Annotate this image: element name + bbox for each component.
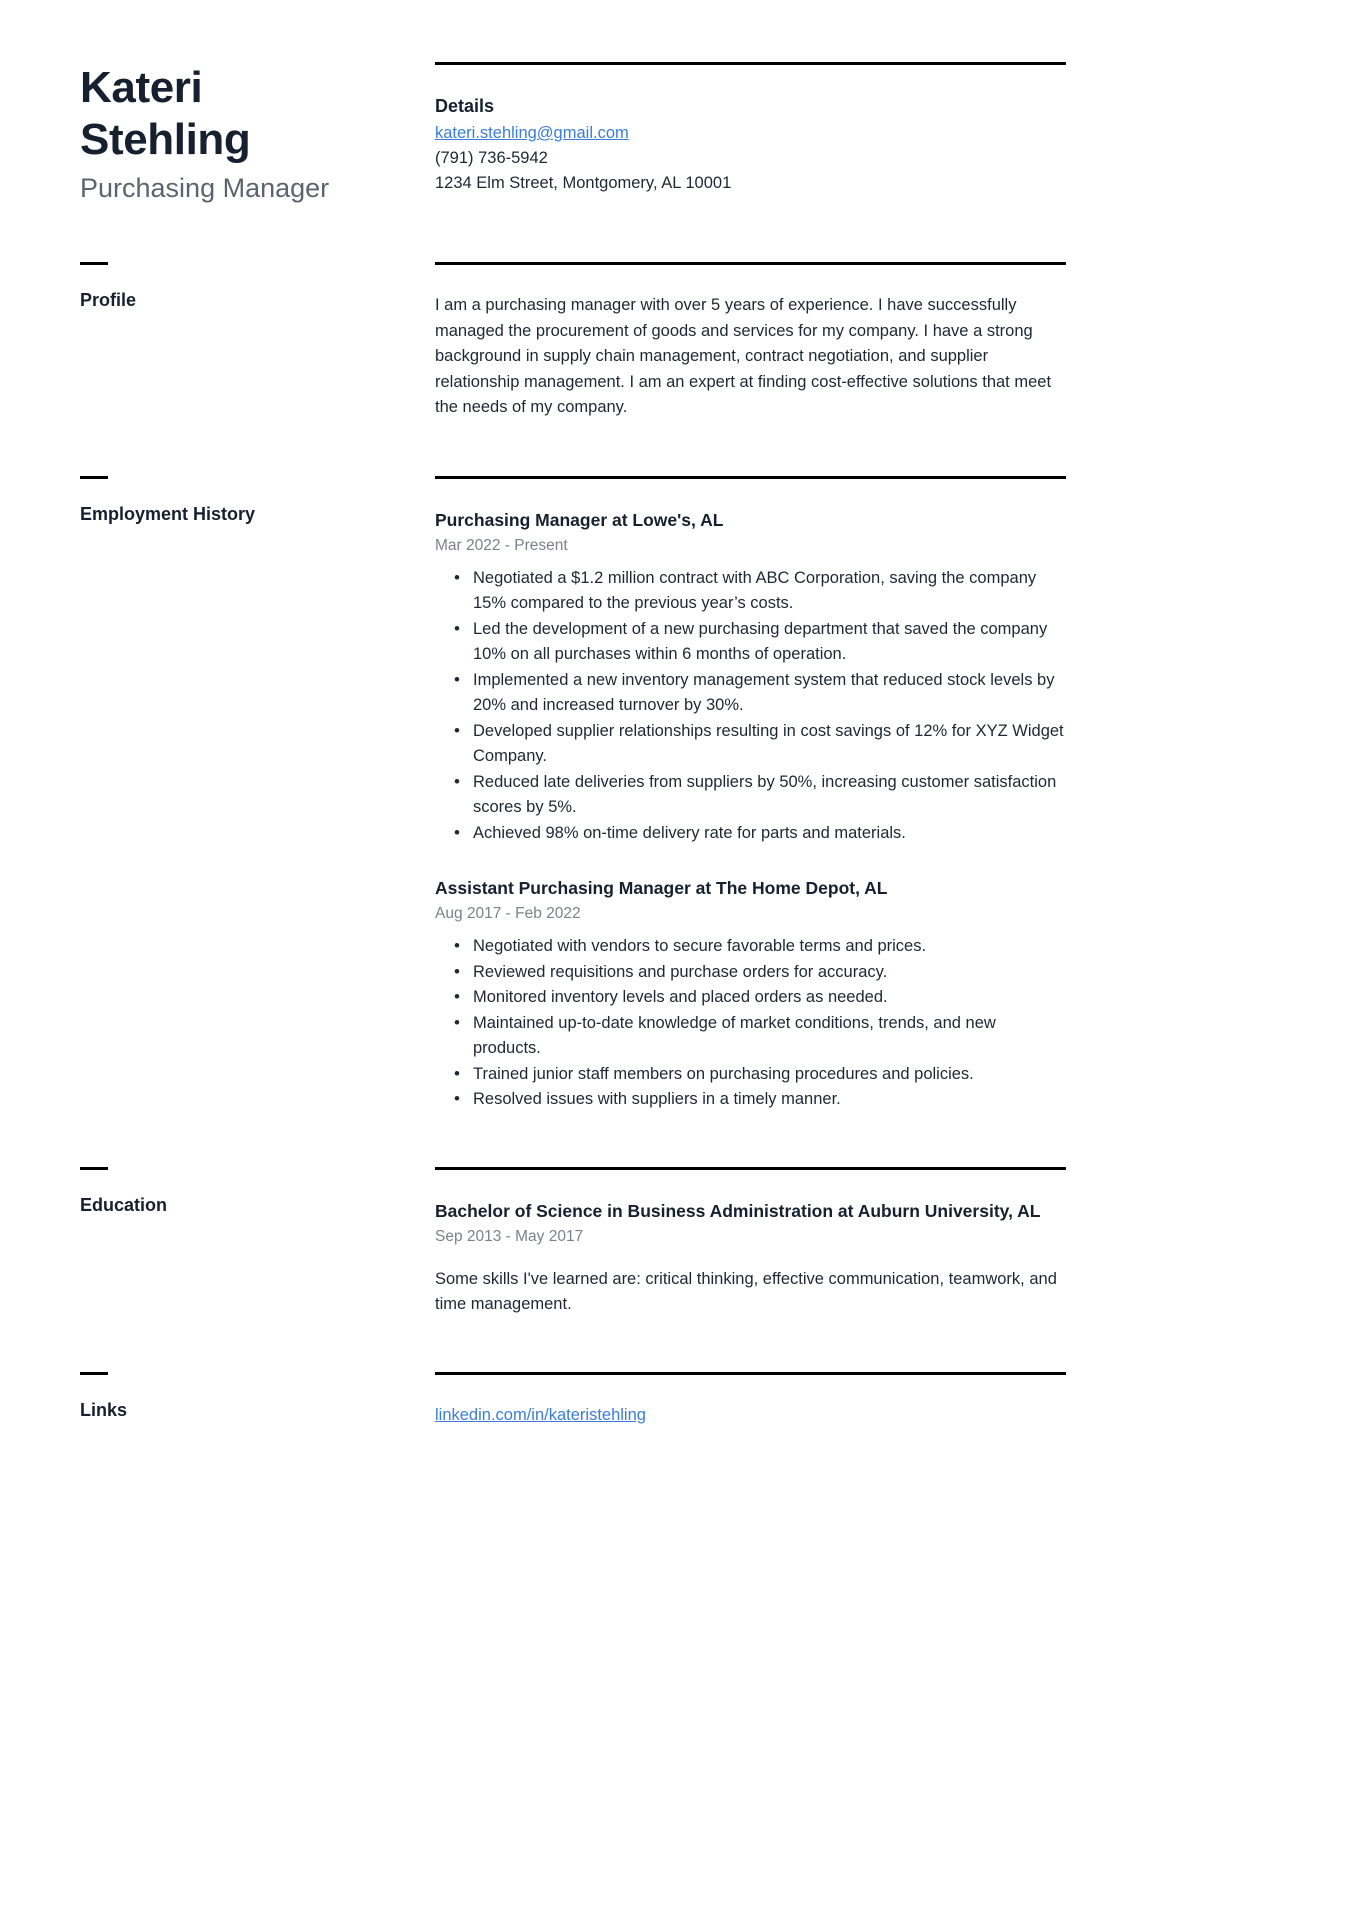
links-divider bbox=[435, 1372, 1066, 1375]
education-content bbox=[435, 1167, 1066, 1318]
list-item: • Achieved 98% on-time delivery rate for parts and materials. bbox=[471, 821, 1066, 847]
linkedin-link[interactable]: linkedin.com/in/kateristehling bbox=[435, 1405, 646, 1424]
list-item: • Monitored inventory levels and placed orders as needed. bbox=[471, 985, 1066, 1011]
job-title: Purchasing Manager bbox=[80, 173, 330, 203]
employment-divider bbox=[435, 476, 1066, 479]
employment-dash-mark bbox=[80, 476, 108, 479]
education-section bbox=[80, 1167, 1066, 1318]
links-label-block bbox=[80, 1372, 435, 1423]
profile-dash-mark bbox=[80, 262, 108, 265]
address-text: 1234 Elm Street, Montgomery, AL 10001 bbox=[435, 174, 732, 192]
profile-label: Profile bbox=[80, 290, 137, 310]
profile-divider bbox=[435, 262, 1066, 265]
details-divider bbox=[435, 62, 1066, 65]
list-item: • Reduced late deliveries from suppliers by 50%, increasing customer satisfaction scores by 5%. bbox=[471, 770, 1066, 821]
details-heading: Details bbox=[435, 96, 495, 116]
employment-entry-title: Purchasing Manager at Lowe's, AL bbox=[435, 509, 724, 530]
last-name: Stehling bbox=[80, 115, 251, 164]
employment-bullet-list bbox=[435, 934, 1066, 1113]
header-section bbox=[80, 62, 1066, 206]
links-dash-mark bbox=[80, 1372, 108, 1375]
education-degree-title: Bachelor of Science in Business Administration at Auburn University, AL bbox=[435, 1200, 1041, 1221]
links-label: Links bbox=[80, 1399, 128, 1420]
employment-section bbox=[80, 476, 1066, 1113]
profile-content bbox=[435, 262, 1066, 421]
list-item: • Reviewed requisitions and purchase orders for accuracy. bbox=[471, 960, 1066, 986]
profile-label-block bbox=[80, 262, 435, 313]
education-date: Sep 2013 - May 2017 bbox=[435, 1227, 584, 1245]
employment-content bbox=[435, 476, 1066, 1113]
education-label: Education bbox=[80, 1194, 168, 1215]
list-item: • Led the development of a new purchasing department that saved the company 10% on all purchases within 6 months of operation. bbox=[471, 617, 1066, 668]
education-entry bbox=[435, 1198, 1066, 1318]
list-item: • Developed supplier relationships resulting in cost savings of 12% for XYZ Widget Company. bbox=[471, 719, 1066, 770]
profile-section bbox=[80, 262, 1066, 421]
education-divider bbox=[435, 1167, 1066, 1170]
details-block bbox=[435, 62, 1066, 196]
employment-label-block bbox=[80, 476, 435, 527]
list-item: • Trained junior staff members on purchasing procedures and policies. bbox=[471, 1062, 1066, 1088]
page-title bbox=[80, 62, 370, 166]
list-item: • Maintained up-to-date knowledge of market conditions, trends, and new products. bbox=[471, 1011, 1066, 1062]
employment-label: Employment History bbox=[80, 503, 256, 524]
list-item: • Implemented a new inventory management system that reduced stock levels by 20% and increased turnover by 30%. bbox=[471, 668, 1066, 719]
first-name: Kateri bbox=[80, 63, 203, 112]
employment-entry bbox=[435, 875, 1066, 1113]
list-item: • Negotiated with vendors to secure favorable terms and prices. bbox=[471, 934, 1066, 960]
education-description: Some skills I've learned are: critical thinking, effective communication, teamwork, and time management. bbox=[435, 1269, 1057, 1313]
links-section bbox=[80, 1372, 1066, 1428]
education-dash-mark bbox=[80, 1167, 108, 1170]
email-link[interactable]: kateri.stehling@gmail.com bbox=[435, 124, 629, 142]
employment-entry bbox=[435, 507, 1066, 847]
profile-text: I am a purchasing manager with over 5 years of experience. I have successfully managed the procurement of goods and services for my company. I have a strong background in supply chain management, contract negotiation, and supplier relationship management. I am an expert at finding cost-effective solutions that meet the needs of my company. bbox=[435, 296, 1052, 416]
phone-text: (791) 736-5942 bbox=[435, 149, 548, 167]
employment-bullet-list bbox=[435, 566, 1066, 847]
employment-entry-title: Assistant Purchasing Manager at The Home Depot, AL bbox=[435, 878, 888, 898]
list-item: • Negotiated a $1.2 million contract with ABC Corporation, saving the company 15% compared to the previous year’s costs. bbox=[471, 566, 1066, 617]
list-item: • Resolved issues with suppliers in a timely manner. bbox=[471, 1087, 1066, 1113]
employment-entry-date: Aug 2017 - Feb 2022 bbox=[435, 905, 581, 922]
links-content bbox=[435, 1372, 1066, 1428]
header-name-block bbox=[80, 62, 435, 206]
education-label-block bbox=[80, 1167, 435, 1218]
employment-entry-date: Mar 2022 - Present bbox=[435, 536, 568, 554]
